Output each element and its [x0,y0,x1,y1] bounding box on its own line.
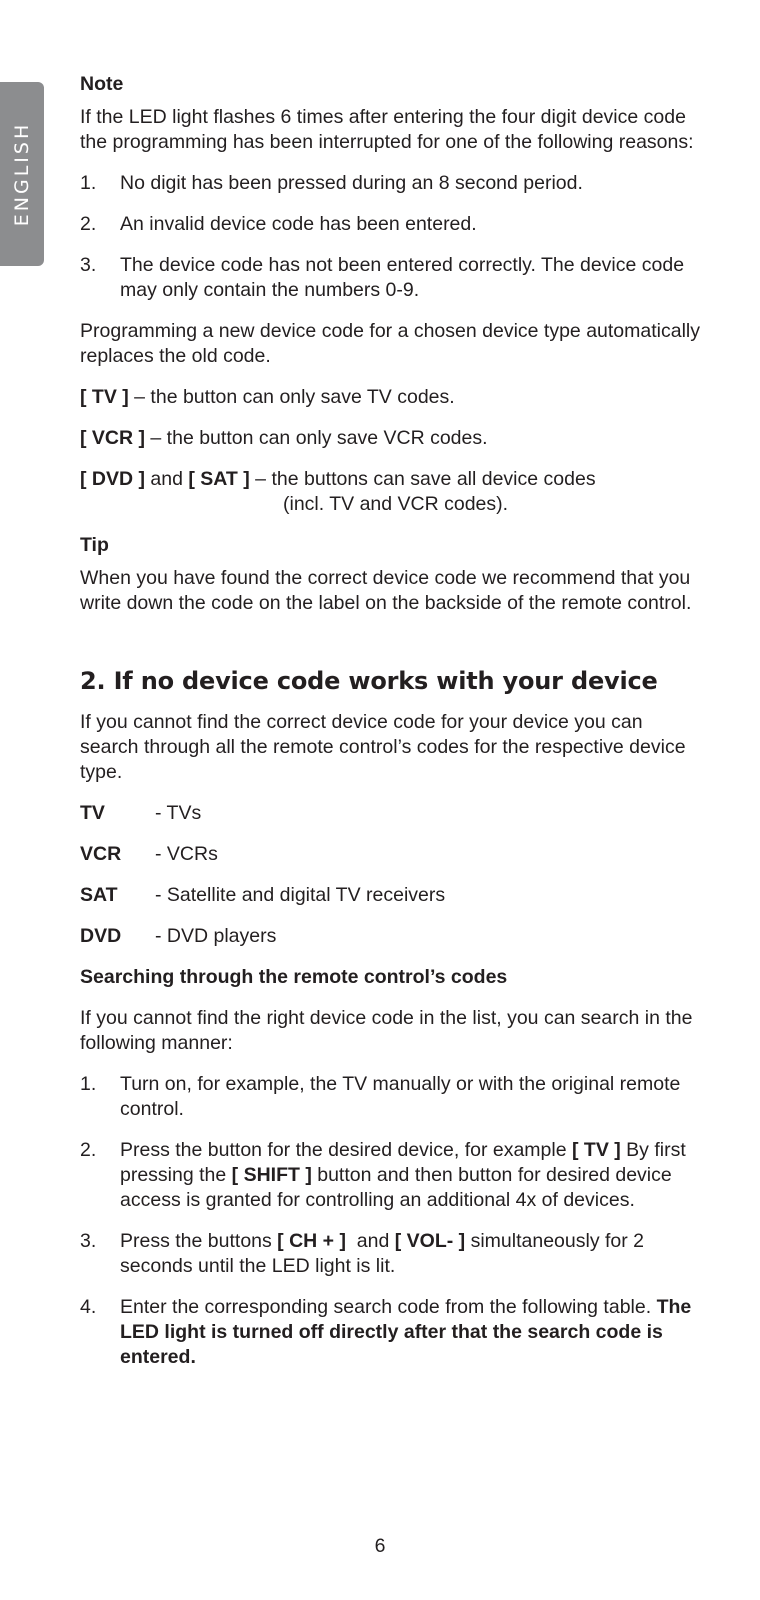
step-bold-text: The LED light is turned off directly after that the search code is entered. [120,1296,692,1368]
section-heading: 2. If no device code works with your device [80,667,658,695]
list-item [80,253,700,303]
list-number: 3. [80,1230,97,1252]
list-item [80,1295,700,1370]
step-text: By first pressing the [120,1139,686,1186]
tip-heading: Tip [80,534,109,556]
list-number: 2. [80,1139,97,1161]
device-code: VCR [80,843,122,865]
dvd-sat-text-continued: (incl. TV and VCR codes). [283,493,509,515]
device-row [80,924,700,949]
sat-button-label: [ SAT ] [188,468,250,490]
device-description: - VCRs [155,843,218,865]
vcr-button-line [80,426,700,451]
step-text: Press the button for the desired device, for example [120,1139,572,1161]
dvd-button-label: [ DVD ] [80,468,145,490]
page-content [80,72,700,1386]
device-code: TV [80,802,105,824]
list-item [80,212,700,237]
list-text: Turn on, for example, the TV manually or with the original remote control. [120,1073,681,1120]
dvd-sat-button-line [80,467,700,492]
list-text [120,1138,700,1213]
language-tab-label: ENGLISH [11,121,33,227]
list-text [120,1295,700,1370]
note-heading: Note [80,73,124,95]
vcr-button-text: – the button can only save VCR codes. [145,427,488,449]
tv-button-text: – the button can only save TV codes. [128,386,455,408]
step-text: button and then button for desired device access is granted for controlling an additional 4x of devices. [120,1164,672,1211]
step-text: simultaneously for 2 seconds until the LED light is lit. [120,1230,645,1277]
device-description: - TVs [155,802,202,824]
vcr-button-label: [ VCR ] [80,427,145,449]
list-item [80,171,700,196]
note-intro: If the LED light flashes 6 times after entering the four digit device code the programming has been interrupted for one of the following reasons: [80,106,694,153]
device-code: DVD [80,925,122,947]
device-description: - Satellite and digital TV receivers [155,884,446,906]
search-intro: If you cannot find the right device code in the list, you can search in the following manner: [80,1007,693,1054]
ch-plus-button-label: [ CH + ] [277,1230,346,1252]
tv-button-line [80,385,700,410]
step-text: Enter the corresponding search code from the following table. [120,1296,657,1318]
tip-text: When you have found the correct device code we recommend that you write down the code on the label on the backside of the remote control. [80,567,692,614]
step-text: and [345,1230,395,1252]
list-item [80,1229,700,1279]
shift-button-label: [ SHIFT ] [231,1164,312,1186]
device-row [80,883,700,908]
list-item [80,1072,700,1122]
page-number: 6 [374,1535,386,1557]
device-row [80,842,700,867]
section-intro: If you cannot find the correct device code for your device you can search through all the remote control’s codes for the respective device type. [80,711,686,783]
and-word: and [145,468,189,490]
list-number: 3. [80,254,97,276]
device-row [80,801,700,826]
list-text: The device code has not been entered correctly. The device code may only contain the numbers 0-9. [120,254,685,301]
list-text [120,1229,700,1279]
tv-button-label: [ TV ] [572,1139,621,1161]
tv-button-label: [ TV ] [80,386,129,408]
list-number: 1. [80,1073,97,1095]
step-text: Press the buttons [120,1230,278,1252]
vol-minus-button-label: [ VOL- ] [394,1230,466,1252]
search-heading: Searching through the remote control’s codes [80,966,508,988]
list-number: 4. [80,1296,97,1318]
dvd-sat-text: – the buttons can save all device codes [249,468,596,490]
device-description: - DVD players [155,925,277,947]
list-item [80,1138,700,1213]
list-number: 2. [80,213,97,235]
replace-paragraph: Programming a new device code for a chosen device type automatically replaces the old code. [80,320,700,367]
list-number: 1. [80,172,97,194]
list-text: No digit has been pressed during an 8 second period. [120,172,583,194]
device-code: SAT [80,884,118,906]
list-text: An invalid device code has been entered. [120,213,477,235]
